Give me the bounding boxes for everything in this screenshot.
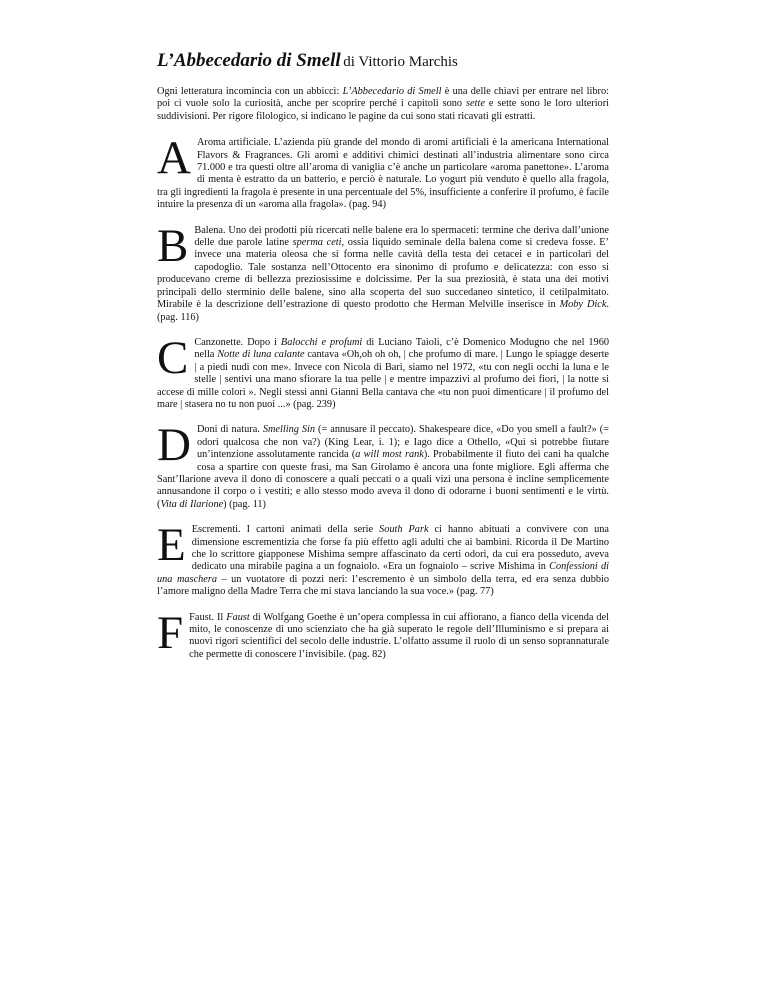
italic-text: a will most rank [355, 449, 424, 461]
text-run: è una delle chiavi per entrare nel libro: poi ci vuole solo la curiosità, anche per scoprire perché i capitoli sono [157, 86, 609, 110]
text-run: Aroma artificiale. L’azienda più grande del mondo di aromi artificiali è la americana International Flavors & Fragrances. Gli aromi e additivi chimici destinati all’industria alimentare sono circa 71.000 e tra questi oltre all’aroma di vaniglia c’è anche un particolare «aroma panettone». L’aroma di menta è estratto da un batterio, e perciò è naturale. Lo yogurt più venduto è quello alla fragola, tra gli ingredienti la fragola è presente in una percentuale del 5%, insufficiente a conferire il profumo, è facile intuire la presenza di un «aroma alla fragola». (pag. 94) [157, 137, 609, 211]
text-run: Balena. Uno dei prodotti più ricercati nelle balene era lo spermaceti: termine che deriva dall’unione delle due parole latine [194, 224, 609, 249]
entry-text [157, 331, 610, 411]
document-page [157, 50, 609, 674]
italic-text: Smelling Sin [262, 424, 316, 436]
entry-b [157, 219, 609, 324]
intro-paragraph [157, 86, 609, 123]
entry-text [157, 219, 609, 324]
entry-text [157, 606, 609, 662]
drop-cap-letter: A [157, 132, 191, 185]
text-run: cantava «Oh,oh oh oh, | che profumo di mare. | Lungo le spiagge deserte | a piedi nudi con me». Invece con Nicola di Bari, siamo nel 1972, «tu con negli occhi la luna e le stelle | sentivi una mano sfiorare la tua pelle | e mentre impazzivi al profumo dei fiori, | la notte si accese di mille colori ». Negli stessi anni Gianni Bella cantava che «tu non puoi dimenticare | il profumo del mare | stasera no tu non puoi ...» (pag. 239) [157, 349, 610, 410]
entry-e [157, 519, 610, 598]
entry-text [157, 132, 609, 211]
text-run: Doni di natura. [196, 424, 263, 436]
drop-cap-letter: F [157, 606, 184, 659]
text-run: , ossia liquido seminale della balena come si credeva fosse. E’ invece una materia oleosa che si forma nelle cavità della testa dei cetacei e in particolari del capodoglio. Tale sostanza nell’Ottocento era sinonimo di profumo e delicatezza: con esso si producevano creme di bellezza preziosissime e dolcissime. Per la sua preziosità, è stata una dei motivi principali dello sterminio delle balene, sino alla scoperta del suo succedaneo sintetico, il cetilpalmitato. Mirabile è la descrizione dell’estrazione di questo prodotto che Herman Melville inserisce in [157, 237, 609, 311]
entry-f [157, 606, 609, 662]
drop-cap-letter: B [157, 219, 189, 272]
italic-text: Confessioni di una maschera [157, 561, 609, 585]
text-run: Canzonette. Dopo i [194, 336, 281, 348]
text-run: di Wolfgang Goethe è un’opera complessa in cui affiorano, a fianco della vicenda del mito, le conoscenze di uno scienziato che ha già superato le regole dell’Illuminismo e si prepara ai nuovi rigori scientifici del secolo delle industrie. L’olfatto assume il ruolo di un senso soprannaturale che permette di conoscere l’invisibile. (pag. 82) [189, 611, 609, 660]
title-block [157, 50, 609, 72]
italic-text: Balocchi e profumi [280, 336, 363, 348]
text-run: ci hanno abituati a convivere con una dimensione escrementizia che forse fa più effetto agli adulti che ai bambini. Ricorda il De Martino che lo scrittore giapponese Mishima sempre affascinato da certi odori, da cui era posseduto, aveva dedicato una mirabile pagina a un fognaiolo. «Era un fognaiolo – scrive Mishima in [191, 524, 609, 573]
entries-list [157, 132, 610, 661]
entry-c [157, 331, 610, 411]
entry-text [157, 419, 609, 511]
entry-a [157, 132, 609, 211]
italic-text: Faust [226, 611, 250, 623]
text-run: e sette sono le loro ulteriori suddivisioni. Per rigore filologico, si indicano le pagine da cui sono stati ricavati gli estratti. [157, 98, 609, 122]
drop-cap-letter: C [157, 331, 189, 384]
text-run: ). Probabilmente il fiuto dei cani ha qualche cosa a spartire con queste frasi, ma San Girolamo è ancora una fonte migliore. Egli afferma che Sant’Ilarione aveva il dono di conoscere a quali peccati o a quali vizi una persona è incline semplicemente annusandone il corpo o i vestiti; e allo stesso modo aveva il dono di odorarne i buoni sentimenti e le virtù. ( [157, 449, 609, 510]
entry-d [157, 419, 609, 511]
drop-cap-letter: D [157, 419, 191, 472]
text-run: di Luciano Taioli, c’è Domenico Modugno che nel 1960 nella [194, 336, 609, 361]
document-title: L’Abbecedario di Smell [157, 50, 341, 71]
text-run: Ogni letteratura incomincia con un abbiccì: [157, 86, 343, 97]
italic-text: L’Abbecedario di Smell [342, 86, 442, 97]
italic-text: sperma ceti [292, 237, 342, 249]
text-run: – un vuotatore di pozzi neri: l’escremento è un simbolo della terra, ed era senza dubbio l’amore maligno della Madre Terra che mi stava lanciando la sua voce.» (pag. 77) [157, 573, 610, 598]
italic-text: Moby Dick [559, 299, 607, 311]
drop-cap-letter: E [157, 519, 186, 572]
text-run: . (pag. 116) [157, 299, 609, 323]
text-run: Faust. Il [189, 611, 227, 623]
italic-text: South Park [379, 524, 429, 536]
document-byline: di Vittorio Marchis [343, 54, 458, 70]
italic-text: Vita di Ilarione [160, 498, 224, 510]
entry-text [157, 519, 610, 598]
text-run: ) (pag. 11) [223, 498, 266, 510]
italic-text: sette [466, 98, 485, 110]
italic-text: Notte di luna calante [217, 349, 305, 361]
text-run: (= annusare il peccato). Shakespeare dice, «Do you smell a fault?» (= odori qualcosa che non va?) (King Lear, i. 1); e Iago dice a Othello, «Qui si potrebbe fiutare un’intenzione assolutamente rancida ( [196, 424, 609, 461]
text-run: Escrementi. I cartoni animati della serie [191, 524, 380, 536]
